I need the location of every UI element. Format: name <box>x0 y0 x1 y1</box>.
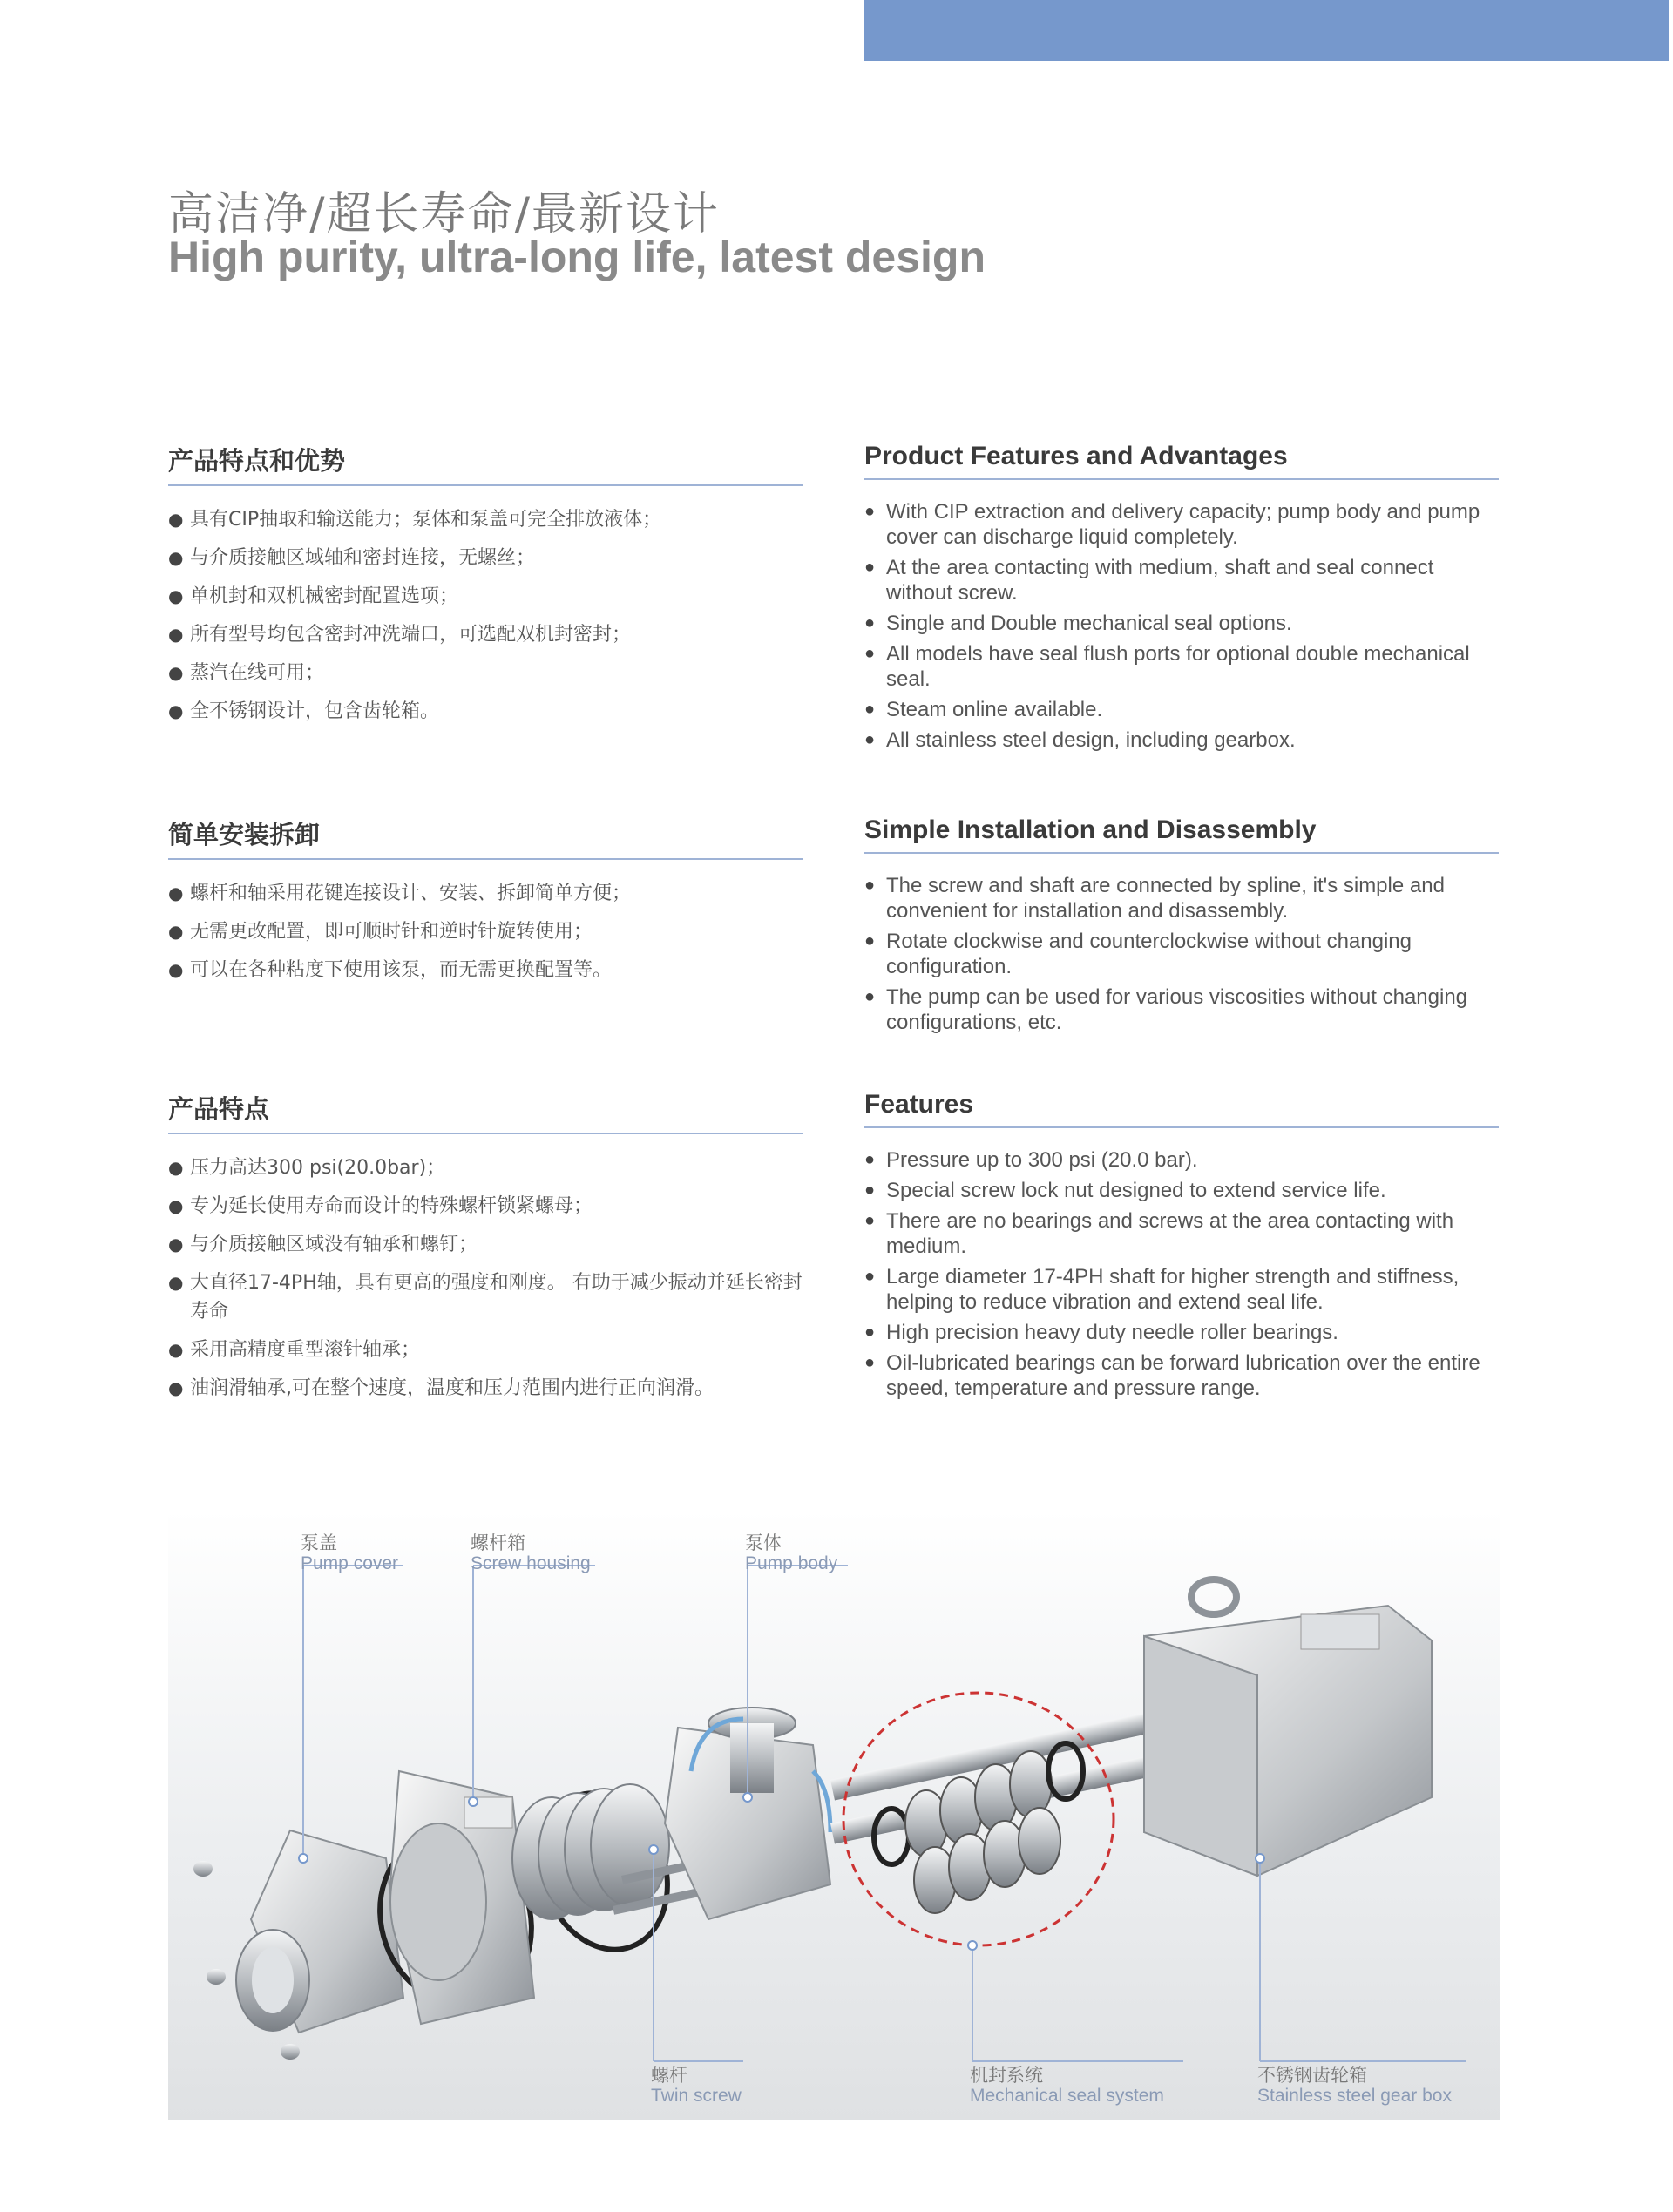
list-item: ● Pressure up to 300 psi (20.0 bar). <box>864 1148 1198 1172</box>
list-item: ● 压力高达300 psi(20.0bar)； <box>168 1153 803 1182</box>
bullet-icon: ● <box>168 700 184 721</box>
bullet-icon: ● <box>864 502 876 521</box>
feature-list <box>864 1147 1499 1401</box>
bullet-icon: ● <box>168 1157 184 1178</box>
bullet-icon: ● <box>168 921 184 942</box>
bullet-icon: ● <box>864 931 876 950</box>
page-title-en: High purity, ultra-long life, latest design <box>168 233 986 281</box>
callout-pump-cover: 泵盖 Pump cover <box>301 1532 399 1573</box>
bullet-icon: ● <box>864 1150 876 1169</box>
callout-seal-system: 机封系统 Mechanical seal system <box>970 2065 1164 2106</box>
list-item: ● 大直径17-4PH轴，具有更高的强度和刚度。 有助于减少振动并延长密封寿命 <box>168 1268 803 1326</box>
bullet-icon: ● <box>168 1234 184 1255</box>
list-item: ● 油润滑轴承,可在整个速度，温度和压力范围内进行正向润滑。 <box>168 1374 803 1403</box>
bullet-icon: ● <box>168 883 184 903</box>
bullet-icon: ● <box>864 558 876 577</box>
section-heading: 产品特点 <box>168 1090 803 1134</box>
feature-list <box>864 499 1499 753</box>
list-item: ● The screw and shaft are connected by spline, it's simple and convenient for installation and disassembly. <box>864 874 1445 923</box>
section-installation-en <box>864 815 1499 1040</box>
list-item: ● Rotate clockwise and counterclockwise without changing configuration. <box>864 930 1412 978</box>
page-title-cn: 高洁净/超长寿命/最新设计 <box>168 188 721 240</box>
section-features-advantages-en <box>864 442 1499 758</box>
bullet-icon: ● <box>864 1211 876 1230</box>
section-heading: 简单安装拆卸 <box>168 815 803 860</box>
bullet-icon: ● <box>864 987 876 1006</box>
pump-cover-marker-icon <box>299 1854 308 1863</box>
list-item: ● 采用高精度重型滚针轴承； <box>168 1336 803 1364</box>
section-features-cn <box>168 1090 803 1412</box>
list-item: ● Large diameter 17-4PH shaft for higher strength and stiffness, helping to reduce vibration and extend seal life. <box>864 1265 1460 1314</box>
bullet-icon: ● <box>168 585 184 606</box>
bullet-icon: ● <box>168 547 184 568</box>
feature-list <box>168 505 803 726</box>
list-item: ● All models have seal flush ports for optional double mechanical seal. <box>864 642 1470 691</box>
pump-body-marker-icon <box>743 1793 752 1802</box>
section-features-en <box>864 1090 1499 1406</box>
list-item: ● 无需更改配置，即可顺时针和逆时针旋转使用； <box>168 917 803 946</box>
bullet-icon: ● <box>864 1180 876 1200</box>
section-features-advantages-cn <box>168 442 803 735</box>
list-item: ● 具有CIP抽取和输送能力；泵体和泵盖可完全排放液体； <box>168 505 803 534</box>
screw-housing-marker-icon <box>469 1797 478 1806</box>
list-item: ● 专为延长使用寿命而设计的特殊螺杆锁紧螺母； <box>168 1192 803 1221</box>
list-item: ● At the area contacting with medium, shaft and seal connect without screw. <box>864 556 1434 605</box>
screw-housing-part <box>390 1771 534 2024</box>
list-item: ● 可以在各种粘度下使用该泵，而无需更换配置等。 <box>168 956 803 984</box>
list-item: ● Special screw lock nut designed to extend service life. <box>864 1179 1386 1202</box>
list-item: ● 与介质接触区域没有轴承和螺钉； <box>168 1230 803 1259</box>
list-item: ● High precision heavy duty needle roller bearings. <box>864 1321 1338 1344</box>
section-installation-cn <box>168 815 803 994</box>
bullet-icon: ● <box>864 876 876 895</box>
bullet-icon: ● <box>168 1272 184 1293</box>
bullet-icon: ● <box>168 1377 184 1398</box>
section-heading: Features <box>864 1090 1499 1128</box>
bullet-icon: ● <box>168 1339 184 1360</box>
feature-list <box>168 1153 803 1403</box>
twin-screw-marker-icon <box>649 1845 658 1854</box>
list-item: ● 蒸汽在线可用； <box>168 659 803 687</box>
list-item: ● Single and Double mechanical seal options. <box>864 612 1292 635</box>
list-item: ● 与介质接触区域轴和密封连接，无螺丝； <box>168 544 803 572</box>
section-heading: 产品特点和优势 <box>168 442 803 486</box>
bullet-icon: ● <box>864 1267 876 1286</box>
list-item: ● With CIP extraction and delivery capacity; pump body and pump cover can discharge liquid completely. <box>864 500 1480 549</box>
bullet-icon: ● <box>168 624 184 645</box>
bullet-icon: ● <box>864 644 876 663</box>
feature-list <box>864 873 1499 1035</box>
list-item: ● Steam online available. <box>864 698 1103 721</box>
callout-screw-housing: 螺杆箱 Screw housing <box>471 1532 591 1573</box>
pump-illustration <box>168 1510 1500 2120</box>
section-heading: Simple Installation and Disassembly <box>864 815 1499 854</box>
list-item: ● 全不锈钢设计，包含齿轮箱。 <box>168 697 803 726</box>
gear-box-marker-icon <box>1256 1854 1264 1863</box>
section-heading: Product Features and Advantages <box>864 442 1499 480</box>
bullet-icon: ● <box>168 959 184 980</box>
list-item: ● There are no bearings and screws at the area contacting with medium. <box>864 1209 1454 1258</box>
callout-gear-box: 不锈钢齿轮箱 Stainless steel gear box <box>1257 2065 1452 2106</box>
feature-list <box>168 879 803 984</box>
callout-pump-body: 泵体 Pump body <box>745 1532 838 1573</box>
bullet-icon: ● <box>864 700 876 719</box>
header-accent-bar <box>864 0 1669 61</box>
bullet-icon: ● <box>864 613 876 632</box>
list-item: ● 螺杆和轴采用花键连接设计、安装、拆卸简单方便； <box>168 879 803 908</box>
bullet-icon: ● <box>864 730 876 749</box>
seal-system-marker-icon <box>968 1941 977 1950</box>
exploded-pump-diagram <box>168 1510 1500 2120</box>
list-item: ● 单机封和双机械密封配置选项； <box>168 582 803 611</box>
list-item: ● Oil-lubricated bearings can be forward lubrication over the entire speed, temperature and pressure range. <box>864 1351 1480 1400</box>
callout-twin-screw: 螺杆 Twin screw <box>651 2065 742 2106</box>
list-item: ● All stainless steel design, including gearbox. <box>864 728 1296 752</box>
bullet-icon: ● <box>168 662 184 683</box>
bullet-icon: ● <box>864 1353 876 1372</box>
bullet-icon: ● <box>864 1322 876 1342</box>
bullet-icon: ● <box>168 1195 184 1216</box>
list-item: ● The pump can be used for various viscosities without changing configurations, etc. <box>864 985 1468 1034</box>
list-item: ● 所有型号均包含密封冲洗端口，可选配双机封密封； <box>168 620 803 649</box>
bullet-icon: ● <box>168 509 184 530</box>
